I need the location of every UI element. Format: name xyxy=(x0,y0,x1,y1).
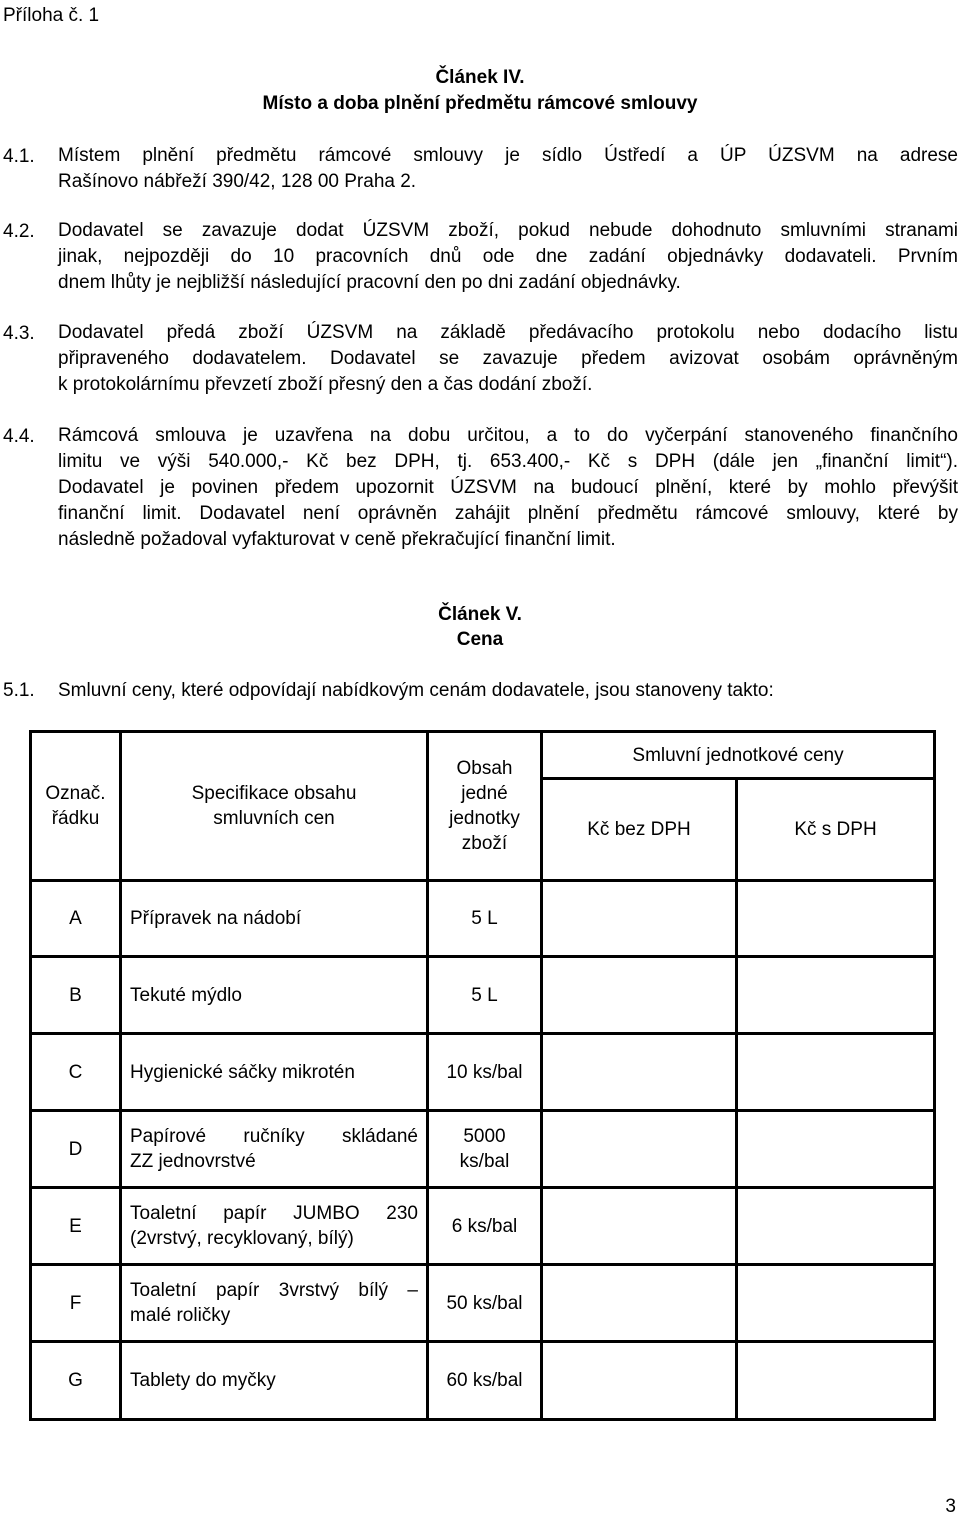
column-header-code xyxy=(31,732,121,881)
clause-number: 4.1. xyxy=(3,146,35,167)
header-line: smluvních cen xyxy=(213,808,335,829)
header-line: jedné xyxy=(461,783,508,804)
row-specification xyxy=(121,957,428,1034)
row-code: D xyxy=(31,1111,121,1188)
row-price-incl-vat xyxy=(737,1188,935,1265)
spec-line: Toaletní papír 3vrstvý bílý – xyxy=(130,1280,418,1301)
row-code: F xyxy=(31,1265,121,1342)
spec-line: ZZ jednovrstvé xyxy=(130,1151,256,1172)
clause-number: 4.2. xyxy=(3,221,35,242)
qty-line: 5000 xyxy=(463,1126,506,1147)
qty-line: 5 L xyxy=(471,984,498,1006)
clause-5-1: Smluvní ceny, které odpovídají nabídkovým cenám dodavatele, jsou stanoveny takto: xyxy=(58,680,774,701)
column-header-price-excl-vat: Kč bez DPH xyxy=(542,779,737,881)
clause-line: finanční limit. Dodavatel není oprávněn zahájit plnění předmětu rámcové smlouvy, které by xyxy=(58,503,958,524)
row-unit-content xyxy=(428,1111,542,1188)
table-row xyxy=(31,1111,935,1188)
spec-line: Přípravek na nádobí xyxy=(130,908,302,929)
article-5-subheading: Cena xyxy=(456,629,504,650)
clause-line: Dodavatel předá zboží ÚZSVM na základě předávacího protokolu nebo dodacího listu xyxy=(58,322,958,343)
row-unit-content xyxy=(428,1034,542,1111)
article-4-heading: Článek IV. xyxy=(435,67,525,88)
spec-line: Toaletní papír JUMBO 230 xyxy=(130,1203,418,1224)
clause-line: limitu ve výši 540.000,- Kč bez DPH, tj. 653.400,- Kč s DPH (dále jen „finanční limit“). xyxy=(58,451,958,472)
header-line: Obsah xyxy=(456,758,513,779)
qty-line: ks/bal xyxy=(459,1151,510,1172)
clause-line: Místem plnění předmětu rámcové smlouvy je sídlo Ústředí a ÚP ÚZSVM na adrese xyxy=(58,145,958,166)
header-line: Označ. xyxy=(45,783,106,804)
clause-number: 5.1. xyxy=(3,680,35,701)
spec-line: malé roličky xyxy=(130,1305,231,1326)
row-specification xyxy=(121,1265,428,1342)
qty-line: 5 L xyxy=(471,908,498,929)
table-row xyxy=(31,1188,935,1265)
clause-line: k protokolárnímu převzetí zboží přesný den a čas dodání zboží. xyxy=(58,374,593,395)
row-specification xyxy=(121,1342,428,1420)
row-price-excl-vat xyxy=(542,1111,737,1188)
table-row xyxy=(31,881,935,957)
spec-line: (2vrstvý, recyklovaný, bílý) xyxy=(130,1228,354,1249)
row-unit-content xyxy=(428,1265,542,1342)
header-line: jednotky xyxy=(449,808,520,829)
row-code: G xyxy=(31,1342,121,1420)
row-unit-content xyxy=(428,1342,542,1420)
row-price-excl-vat xyxy=(542,1265,737,1342)
spec-line: Papírové ručníky skládané xyxy=(130,1126,418,1147)
row-code: E xyxy=(31,1188,121,1265)
row-price-incl-vat xyxy=(737,1034,935,1111)
row-code: B xyxy=(31,957,121,1034)
clause-line: Rámcová smlouva je uzavřena na dobu určitou, a to do vyčerpání stanoveného finančního xyxy=(58,425,958,446)
qty-line: 50 ks/bal xyxy=(446,1292,523,1314)
row-code: C xyxy=(31,1034,121,1111)
spec-line: Tekuté mýdlo xyxy=(130,984,242,1006)
clause-4-3 xyxy=(58,320,958,398)
row-specification xyxy=(121,1188,428,1265)
clause-line: dnem lhůty je nejbližší následující pracovní den po dni zadání objednávky. xyxy=(58,272,681,293)
clause-line: jinak, nejpozději do 10 pracovních dnů ode dne zadání objednávky dodavateli. Prvním xyxy=(58,246,958,267)
qty-line: 60 ks/bal xyxy=(446,1370,523,1391)
clause-line: připraveného dodavatelem. Dodavatel se zavazuje předem avizovat osobám oprávněným xyxy=(58,348,958,369)
clause-line: Dodavatel se zavazuje dodat ÚZSVM zboží, pokud nebude dohodnuto smluvními stranami xyxy=(58,220,958,241)
header-line: Specifikace obsahu xyxy=(191,783,357,804)
clause-4-4 xyxy=(58,423,958,553)
attachment-label: Příloha č. 1 xyxy=(3,5,100,26)
row-price-excl-vat xyxy=(542,1034,737,1111)
spec-line: Hygienické sáčky mikrotén xyxy=(130,1061,355,1083)
clause-number: 4.4. xyxy=(3,426,35,447)
table-row xyxy=(31,957,935,1034)
clause-line: následně požadoval vyfakturovat v ceně překračující finanční limit. xyxy=(58,529,616,550)
row-specification xyxy=(121,1034,428,1111)
row-unit-content xyxy=(428,1188,542,1265)
table-row xyxy=(31,1342,935,1420)
clause-line: Dodavatel je povinen předem upozornit ÚZSVM na budoucí plnění, které by mohlo převýšit xyxy=(58,477,958,498)
row-price-incl-vat xyxy=(737,881,935,957)
header-line: řádku xyxy=(51,808,100,829)
row-unit-content xyxy=(428,957,542,1034)
row-price-incl-vat xyxy=(737,957,935,1034)
clause-4-2 xyxy=(58,218,958,296)
table-row xyxy=(31,1265,935,1342)
qty-line: 10 ks/bal xyxy=(446,1061,523,1083)
page-number: 3 xyxy=(945,1496,956,1517)
table-row xyxy=(31,1034,935,1111)
qty-line: 6 ks/bal xyxy=(451,1215,518,1237)
column-header-unit-content xyxy=(428,732,542,881)
row-price-excl-vat xyxy=(542,1342,737,1420)
clause-number: 4.3. xyxy=(3,323,35,344)
header-line: zboží xyxy=(461,833,508,854)
spec-line: Tablety do myčky xyxy=(130,1370,276,1391)
row-price-incl-vat xyxy=(737,1265,935,1342)
row-unit-content xyxy=(428,881,542,957)
row-price-incl-vat xyxy=(737,1111,935,1188)
column-header-unit-prices: Smluvní jednotkové ceny xyxy=(542,732,935,779)
row-specification xyxy=(121,881,428,957)
row-specification xyxy=(121,1111,428,1188)
row-price-excl-vat xyxy=(542,957,737,1034)
clause-4-1 xyxy=(58,143,958,195)
article-4-subheading: Místo a doba plnění předmětu rámcové smlouvy xyxy=(262,93,698,114)
column-header-specification xyxy=(121,732,428,881)
row-price-excl-vat xyxy=(542,881,737,957)
row-code: A xyxy=(31,881,121,957)
clause-line: Rašínovo nábřeží 390/42, 128 00 Praha 2. xyxy=(58,171,417,192)
row-price-incl-vat xyxy=(737,1342,935,1420)
column-header-price-incl-vat: Kč s DPH xyxy=(737,779,935,881)
article-5-heading: Článek V. xyxy=(438,604,522,625)
row-price-excl-vat xyxy=(542,1188,737,1265)
price-table xyxy=(29,730,936,1421)
